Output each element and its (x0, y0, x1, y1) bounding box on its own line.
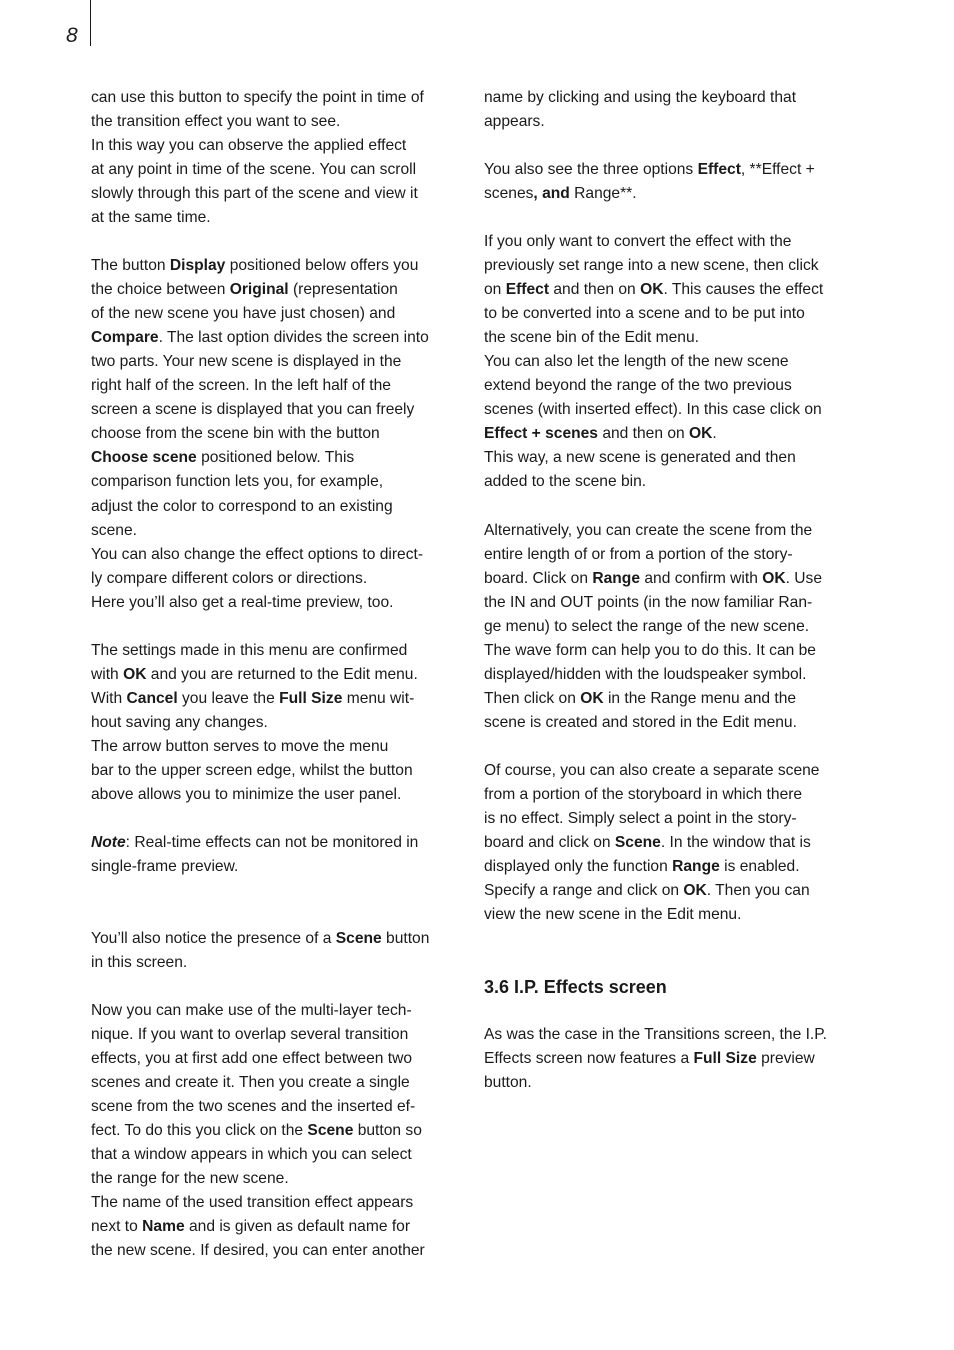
text-line: entire length of or from a portion of the story- (484, 545, 793, 563)
text-line: the new scene. If desired, you can enter another (91, 1242, 425, 1260)
text-line: Here you’ll also get a real-time preview, too. (91, 593, 394, 611)
text-line: scenes and create it. Then you create a single (91, 1074, 410, 1092)
text-line: with OK and you are returned to the Edit menu. (91, 665, 418, 683)
header-rule (90, 0, 91, 46)
text-line: fect. To do this you click on the Scene button so (91, 1122, 422, 1140)
text-line: The button Display positioned below offers you (91, 257, 419, 275)
text-line: added to the scene bin. (484, 473, 647, 491)
text-line: the transition effect you want to see. (91, 113, 341, 131)
text-line: You also see the three options Effect, **Effect + (484, 161, 815, 179)
text-line: bar to the upper screen edge, whilst the button (91, 761, 413, 779)
text-line: the IN and OUT points (in the now familiar Ran- (484, 593, 813, 611)
text-line: adjust the color to correspond to an existing (91, 497, 393, 515)
text-line: hout saving any changes. (91, 713, 268, 731)
paragraph (91, 639, 467, 807)
text-line: Effects screen now features a Full Size preview (484, 1050, 815, 1068)
spacer (91, 903, 467, 927)
text-line: is no effect. Simply select a point in the story- (484, 809, 797, 827)
text-line: ge menu) to select the range of the new scene. (484, 617, 810, 635)
text-line: You can also let the length of the new scene (484, 353, 789, 371)
text-line: As was the case in the Transitions screen, the I.P. (484, 1026, 827, 1044)
text-line: ly compare different colors or directions. (91, 569, 368, 587)
right-column-body (484, 86, 856, 927)
text-line: You can also change the effect options to direct- (91, 545, 424, 563)
paragraph (91, 86, 467, 230)
text-line: scene from the two scenes and the inserted ef- (91, 1098, 416, 1116)
text-line: displayed only the function Range is enabled. (484, 857, 800, 875)
paragraph (484, 519, 856, 735)
text-line: scenes (with inserted effect). In this case click on (484, 401, 822, 419)
text-line: to be converted into a scene and to be put into (484, 305, 805, 323)
text-line: The wave form can help you to do this. It can be (484, 641, 816, 659)
paragraph (91, 927, 467, 975)
text-line: comparison function lets you, for example, (91, 473, 384, 491)
section-heading: 3.6 I.P. Effects screen (484, 977, 667, 998)
paragraph (484, 86, 856, 134)
text-line: The name of the used transition effect appears (91, 1194, 414, 1212)
text-line: on Effect and then on OK. This causes the effect (484, 281, 824, 299)
text-line: the range for the new scene. (91, 1170, 289, 1188)
text-line: board. Click on Range and confirm with OK. Use (484, 569, 823, 587)
text-line: from a portion of the storyboard in which there (484, 785, 803, 803)
text-line: With Cancel you leave the Full Size menu wit- (91, 689, 415, 707)
text-line: Effect + scenes and then on OK. (484, 425, 717, 443)
text-line: scene. (91, 521, 137, 539)
text-line: In this way you can observe the applied effect (91, 137, 407, 155)
text-line: choose from the scene bin with the button (91, 425, 380, 443)
paragraph (484, 759, 856, 927)
text-line: Now you can make use of the multi-layer tech- (91, 1002, 412, 1020)
text-line: the choice between Original (representation (91, 281, 398, 299)
text-line: screen a scene is displayed that you can freely (91, 401, 415, 419)
text-line: nique. If you want to overlap several transition (91, 1026, 409, 1044)
text-line: that a window appears in which you can select (91, 1146, 412, 1164)
text-line: You’ll also notice the presence of a Scene button (91, 930, 430, 948)
text-line: previously set range into a new scene, then click (484, 257, 819, 275)
text-line: at any point in time of the scene. You can scroll (91, 161, 417, 179)
text-line: next to Name and is given as default name for (91, 1218, 411, 1236)
text-line: Note: Real-time effects can not be monitored in (91, 833, 419, 851)
text-line: two parts. Your new scene is displayed in the (91, 353, 402, 371)
text-line: slowly through this part of the scene and view it (91, 185, 418, 203)
text-line: extend beyond the range of the two previous (484, 377, 792, 395)
text-line: Choose scene positioned below. This (91, 449, 355, 467)
right-column (484, 86, 856, 1119)
text-line: single-frame preview. (91, 857, 239, 875)
text-line: Of course, you can also create a separate scene (484, 761, 820, 779)
left-column (91, 86, 467, 1287)
text-line: board and click on Scene. In the window that is (484, 833, 811, 851)
page-number: 8 (66, 24, 78, 47)
text-line: Alternatively, you can create the scene from the (484, 521, 813, 539)
text-line: in this screen. (91, 954, 188, 972)
text-line: at the same time. (91, 209, 211, 227)
text-line: Specify a range and click on OK. Then you can (484, 881, 810, 899)
section-paragraph (484, 1023, 856, 1095)
text-line: name by clicking and using the keyboard that (484, 89, 797, 106)
text-line: displayed/hidden with the loudspeaker symbol. (484, 665, 807, 683)
text-line: The settings made in this menu are confirmed (91, 641, 408, 659)
text-line: of the new scene you have just chosen) and (91, 305, 396, 323)
text-line: button. (484, 1074, 532, 1092)
text-line: Compare. The last option divides the screen into (91, 329, 429, 347)
paragraph (91, 831, 467, 879)
text-line: effects, you at first add one effect between two (91, 1050, 413, 1068)
paragraph (484, 230, 856, 494)
text-line: The arrow button serves to move the menu (91, 737, 389, 755)
text-line: the scene bin of the Edit menu. (484, 329, 699, 347)
text-line: This way, a new scene is generated and then (484, 449, 796, 467)
text-line: appears. (484, 113, 545, 131)
text-line: If you only want to convert the effect with the (484, 233, 792, 251)
text-line: scene is created and stored in the Edit menu. (484, 713, 797, 731)
spacer (484, 951, 856, 975)
text-line: Then click on OK in the Range menu and the (484, 689, 797, 707)
paragraph (91, 254, 467, 614)
text-line: above allows you to minimize the user panel. (91, 785, 402, 803)
text-line: scenes, and Range**. (484, 185, 637, 203)
text-line: right half of the screen. In the left half of the (91, 377, 391, 395)
paragraph (91, 999, 467, 1263)
text-line: view the new scene in the Edit menu. (484, 906, 742, 923)
text-line: can use this button to specify the point in time of (91, 89, 424, 106)
paragraph (484, 158, 856, 206)
